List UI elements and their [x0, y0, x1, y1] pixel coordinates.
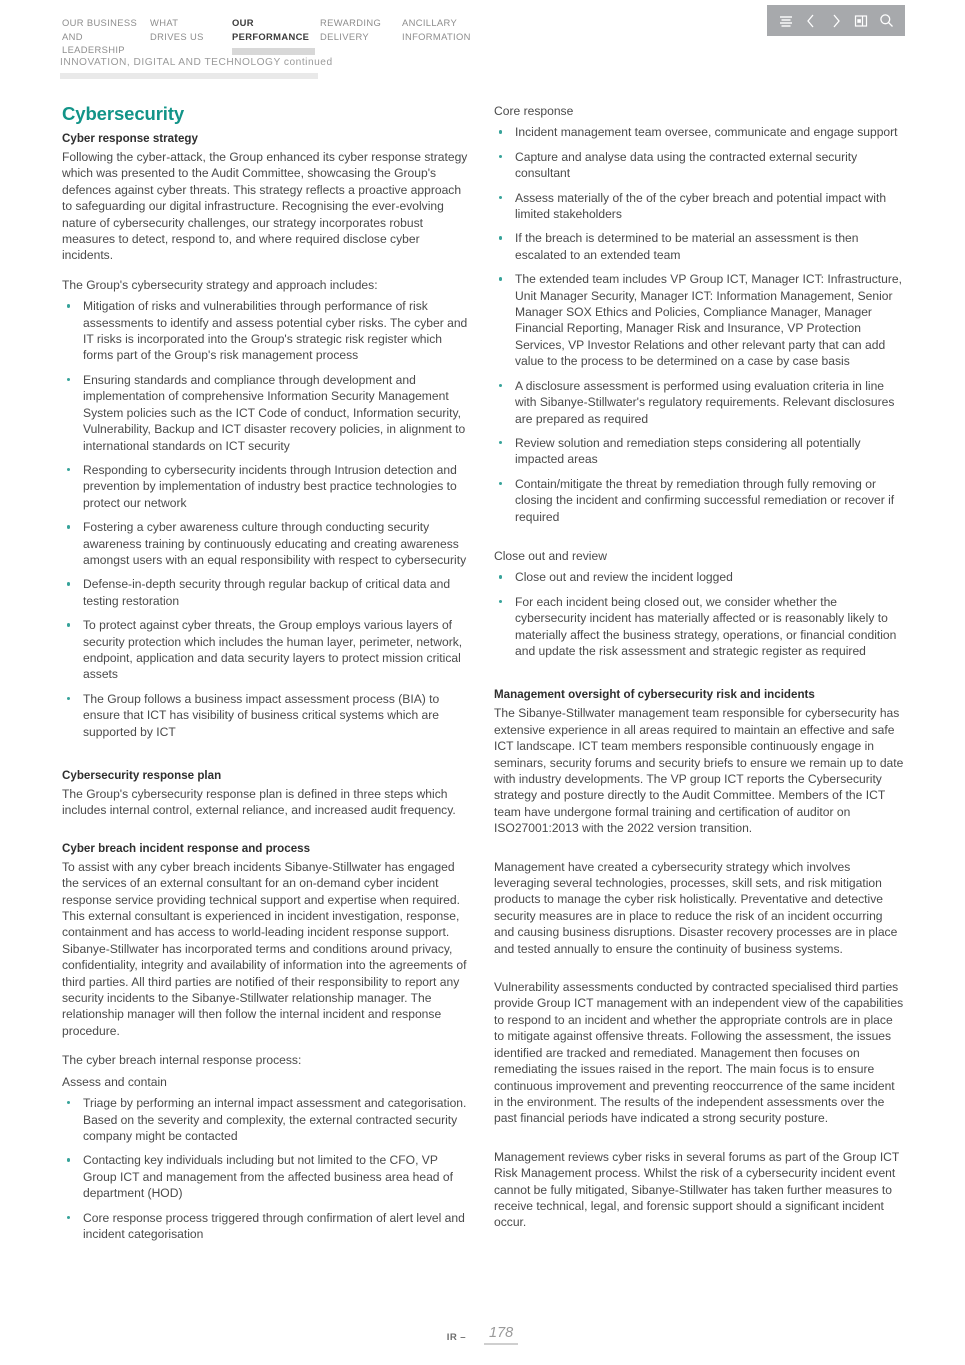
list-item-text: Contacting key individuals including but not limited to the CFO, VP Group ICT and management from the affected business area head of department (HOD)	[83, 1153, 453, 1201]
list-item	[494, 476, 905, 525]
bullet-dot-icon	[67, 525, 70, 528]
lead-strategy-approach: The Group's cybersecurity strategy and approach includes:	[62, 277, 378, 292]
list-item-text: Assess materially of the of the cyber breach and potential impact with limited stakeholders	[515, 190, 887, 222]
bullet-dot-icon	[67, 1101, 70, 1104]
nav-tab-line-1: REWARDING	[320, 17, 382, 28]
spacer	[62, 753, 473, 768]
list-item	[62, 462, 473, 511]
list-item	[494, 378, 905, 427]
page-footer	[0, 1325, 965, 1345]
list-item-text: Ensuring standards and compliance through development and implementation of comprehensive Information Security Management System policies such as the ICT Code of conduct, Information security, Vulnerability, Backup and ICT disaster recovery policies, in alignment to international standards on ICT security	[83, 372, 466, 453]
list-item	[494, 149, 905, 182]
list-item	[62, 372, 473, 454]
list-item-text: Incident management team oversee, communicate and engage support	[515, 125, 898, 140]
nav-tab-line-1: WHAT	[150, 17, 179, 28]
menu-icon[interactable]	[776, 11, 796, 31]
nav-tab-what-drives-us[interactable]	[150, 16, 232, 57]
spacer	[494, 533, 905, 548]
list-item-text: Triage by performing an internal impact assessment and categorisation. Based on the severity and complexity, the external contracted security company might be contacted	[83, 1096, 467, 1143]
list-item-text: To protect against cyber threats, the Group employs various layers of security protection which includes the human layer, perimeter, network, endpoint, application and data security layers to protect mission critical assets	[83, 618, 463, 682]
nav-tab-line-2: DRIVES US	[150, 30, 204, 42]
right-column	[494, 103, 905, 1244]
nav-tab-ancillary-information[interactable]	[402, 16, 484, 57]
list-core-response	[494, 124, 905, 525]
nav-tab-rewarding-delivery[interactable]	[320, 16, 402, 57]
bullet-dot-icon	[67, 1158, 70, 1161]
left-column	[62, 103, 473, 1255]
top-navigation	[0, 0, 965, 55]
paragraph-cyber-breach-incident-response: To assist with any cyber breach incidents Sibanye-Stillwater has engaged the services of an external consultant for an on-demand cyber incident response service providing technical support and expertise when required. This external consultant is experienced in incident investigation, response, containment and has access to world-leading incident response support. Sibanye-Stillwater has incorporated terms and conditions around privacy, confidentiality, integrity and availability of information into the agreements of third parties. All third parties are notified of their responsibility to report any security incidents to the Sibanye-Stillwater relationship manager. The relationship manager will then follow the internal incident and response procedure.	[62, 859, 467, 1038]
nav-tab-line-1: OUR	[232, 17, 254, 28]
bullet-dot-icon	[67, 378, 70, 381]
viewer-toolbar	[767, 5, 905, 36]
bullet-dot-icon	[499, 575, 502, 578]
list-item	[62, 576, 473, 609]
bullet-dot-icon	[499, 155, 502, 158]
bullet-dot-icon	[67, 582, 70, 585]
list-item	[62, 691, 473, 740]
nav-tab-line-2: INFORMATION	[402, 30, 471, 42]
list-item	[494, 271, 905, 369]
lead-internal-response-process: The cyber breach internal response process:	[62, 1053, 302, 1068]
section-header	[60, 57, 333, 79]
list-item	[494, 230, 905, 263]
bullet-dot-icon	[499, 130, 502, 133]
list-item-text: A disclosure assessment is performed using evaluation criteria in line with Sibanye-Stillwater's regulatory requirements. Relevant disclosures are prepared as required	[515, 378, 895, 426]
paragraph-cyber-response-strategy: Following the cyber-attack, the Group enhanced its cyber response strategy which was presented to the Audit Committee, showcasing the Group's defences against cyber threats. This strategy reflects a proactive approach to safeguarding our digital infrastructure. Recognising the ever-evolving nature of cybersecurity challenges, our strategy incorporates robust measures to detect, respond to, and where required disclose cyber incidents.	[62, 150, 468, 263]
list-item-text: The extended team includes VP Group ICT, Manager ICT: Infrastructure, Unit Manager Security, Manager ICT: Information Management, Senior Manager SOX Ethics and Policies, Compliance Manager, Manager Financial Reporting, Manager Risk and Insurance, VP Protection Services, VP Investor Relations and other relevant party that can add value to the process to be determined on a case by case basis	[515, 272, 902, 369]
list-item-text: For each incident being closed out, we consider whether the cybersecurity incident has materially affected or is reasonably likely to materially affect the business strategy, operations, or financial condition and update the risk assessment and strategic register as required	[515, 594, 897, 658]
bullet-dot-icon	[499, 384, 502, 387]
spacer	[62, 832, 473, 841]
lead-assess-and-contain: Assess and contain	[62, 1074, 167, 1089]
section-title: INNOVATION, DIGITAL AND TECHNOLOGY continued	[60, 57, 333, 68]
spacer	[494, 850, 905, 859]
bullet-dot-icon	[499, 441, 502, 444]
list-item-text: Mitigation of risks and vulnerabilities through performance of risk assessments to identify and assess potential cyber risks. The cyber and IT risks is incorporated into the Group's strategic risk register which forms part of the Group's risk management process	[83, 299, 468, 363]
paragraph-vulnerability-assessments: Vulnerability assessments conducted by contracted specialised third parties provide Group ICT management with an independent view of the capabilities to respond to an incident and whether the appropriate controls are in place to mitigate against offensive threats. Following the assessment, the issues identified are tracked and remediated. Management then focuses on remediating the issues raised in the report. The main focus is to ensure continuous improvement and preventing reoccurrence of the same incident in the environment. The results of the independent assessments over the past financial periods have indicated a strong security posture.	[494, 980, 904, 1126]
list-item-text: Close out and review the incident logged	[515, 570, 733, 585]
list-close-out-and-review	[494, 569, 905, 659]
chevron-right-icon[interactable]	[826, 11, 846, 31]
paragraph-management-reviews: Management reviews cyber risks in several forums as part of the Group ICT Risk Management process. Whilst the risk of a cybersecurity incident event cannot be fully mitigated, Sibanye-Stillwater has taken further measures to receive technical, legal, and forensic support should a significant incident occur.	[494, 1149, 900, 1230]
nav-tab-line-2: DELIVERY	[320, 30, 370, 42]
active-tab-underline	[232, 48, 315, 55]
nav-tab-line-2: PERFORMANCE	[232, 30, 310, 42]
spacer	[494, 970, 905, 979]
bullet-dot-icon	[499, 196, 502, 199]
paragraph-management-strategy: Management have created a cybersecurity strategy which involves leveraging several technologies, processes, skill sets, and risk mitigation products to manage the cyber risk holistically. Preventative and detective security measures are in place to reduce the risk of an incident occurring and causing business disruptions. Disaster recovery processes are in place and tested annually to ensure the continuity of business systems.	[494, 859, 898, 956]
list-item-text: Capture and analyse data using the contracted external security consultant	[515, 149, 858, 181]
list-item	[62, 1152, 473, 1201]
list-item-text: Review solution and remediation steps considering all potentially impacted areas	[515, 435, 861, 467]
nav-tab-line-1: OUR BUSINESS	[62, 17, 138, 28]
subheading-management-oversight: Management oversight of cybersecurity risk and incidents	[494, 688, 815, 702]
paragraph-cybersecurity-response-plan: The Group's cybersecurity response plan is defined in three steps which includes internal control, external reliance, and increased audit frequency.	[62, 787, 456, 818]
nav-tab-our-performance[interactable]	[232, 16, 320, 57]
list-item	[494, 594, 905, 660]
nav-tab-line-2: AND LEADERSHIP	[62, 30, 125, 55]
subheading-cyber-response-strategy: Cyber response strategy	[62, 132, 198, 145]
subheading-cybersecurity-response-plan: Cybersecurity response plan	[62, 769, 222, 782]
list-item-text: Defense-in-depth security through regular backup of critical data and testing restoration	[83, 577, 451, 608]
list-item-text: If the breach is determined to be material an assessment is then escalated to an extended team	[515, 231, 859, 262]
footer-label: IR –	[446, 1332, 466, 1343]
bullet-dot-icon	[67, 623, 70, 626]
page-number: 178	[484, 1325, 518, 1345]
bullet-dot-icon	[67, 304, 70, 307]
chevron-left-icon[interactable]	[801, 11, 821, 31]
bullet-dot-icon	[67, 697, 70, 700]
list-item	[494, 569, 905, 585]
list-item	[494, 190, 905, 223]
list-item	[62, 1095, 473, 1144]
list-item	[62, 1210, 473, 1243]
bullet-dot-icon	[67, 1216, 70, 1219]
list-item	[494, 435, 905, 468]
list-assess-and-contain	[62, 1095, 473, 1242]
bullet-dot-icon	[499, 482, 502, 485]
list-item-text: Contain/mitigate the threat by remediation through fully removing or closing the incident and confirming successful remediation or recover if required	[515, 476, 895, 524]
list-item-text: The Group follows a business impact assessment process (BIA) to ensure that ICT has visibility of business critical systems which are supported by ICT	[83, 691, 440, 739]
list-item-text: Fostering a cyber awareness culture through conducting security awareness training by continuously educating and creating awareness amongst users with an equal responsibility with respect to cybersecurity	[83, 520, 467, 567]
search-icon[interactable]	[876, 11, 896, 31]
list-item	[62, 298, 473, 364]
list-strategy-approach	[62, 298, 473, 740]
nav-tabs	[62, 16, 484, 57]
lead-core-response: Core response	[494, 104, 574, 118]
nav-tab-our-business-and-leadership[interactable]	[62, 16, 150, 57]
list-item-text: Core response process triggered through confirmation of alert level and incident categorisation	[83, 1210, 465, 1241]
paragraph-management-oversight: The Sibanye-Stillwater management team responsible for cybersecurity has extensive experience in all areas required to maintain an effective and safe ICT landscape. ICT team members responsible continuously engage in seminars, security forums and security briefs to ensure we remain up to date with industry developments. The VP group ICT reports the Cybersecurity strategy and posture directly to the Audit Committee. Members of the ICT team have undergone formal training and certification of auditor on ISO27001:2013 with the 2022 version transition.	[494, 706, 904, 836]
lead-close-out-and-review: Close out and review	[494, 548, 607, 563]
spacer	[494, 1140, 905, 1149]
subheading-cyber-breach-incident-response: Cyber breach incident response and process	[62, 841, 311, 855]
bullet-dot-icon	[499, 277, 502, 280]
page-view-icon[interactable]	[851, 11, 871, 31]
nav-tab-line-1: ANCILLARY	[402, 17, 458, 28]
bullet-dot-icon	[499, 236, 502, 239]
list-item	[62, 617, 473, 683]
list-item	[62, 519, 473, 568]
spacer	[494, 672, 905, 687]
list-item-text: Responding to cybersecurity incidents through Intrusion detection and prevention by implementation of industry best practice technologies to protect our network	[83, 462, 457, 510]
bullet-dot-icon	[67, 468, 70, 471]
bullet-dot-icon	[499, 600, 502, 603]
page-title: Cybersecurity	[62, 103, 185, 124]
list-item	[494, 124, 905, 140]
